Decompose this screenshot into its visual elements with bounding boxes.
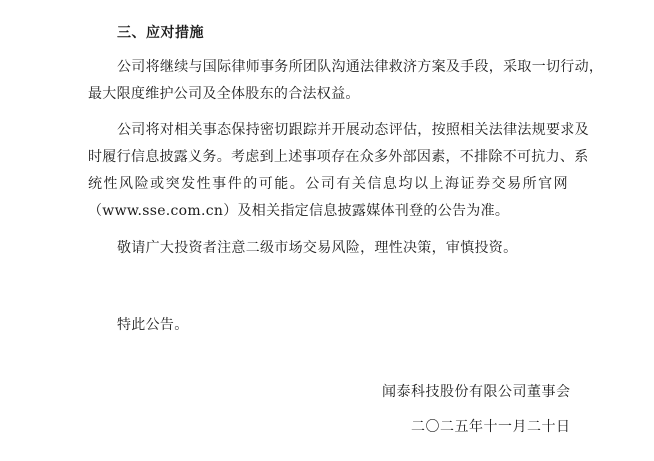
paragraph-3-line-1: 敬请广大投资者注意二级市场交易风险，理性决策，审慎投资。 — [117, 240, 518, 256]
signature-date: 二〇二五年十一月二十日 — [411, 419, 571, 435]
paragraph-2-line-1: 公司将对相关事态保持密切跟踪并开展动态评估，按照相关法律法规要求及 — [117, 122, 589, 138]
section-heading: 三、应对措施 — [117, 25, 204, 41]
paragraph-2-line-4: （www.sse.com.cn）及相关指定信息披露媒体刊登的公告为准。 — [88, 203, 510, 219]
paragraph-2-line-3: 统性风险或突发性事件的可能。公司有关信息均以上海证券交易所官网 — [88, 176, 568, 192]
paragraph-1-line-1: 公司将继续与国际律师事务所团队沟通法律救济方案及手段，采取一切行动， — [117, 59, 604, 75]
signature-company: 闻泰科技股份有限公司董事会 — [382, 384, 571, 400]
paragraph-1-line-2: 最大限度维护公司及全体股东的合法权益。 — [88, 86, 360, 102]
paragraph-2-line-2: 时履行信息披露义务。考虑到上述事项存在众多外部因素，不排除不可抗力、系 — [88, 149, 589, 165]
paragraph-4-line-1: 特此公告。 — [117, 317, 189, 333]
